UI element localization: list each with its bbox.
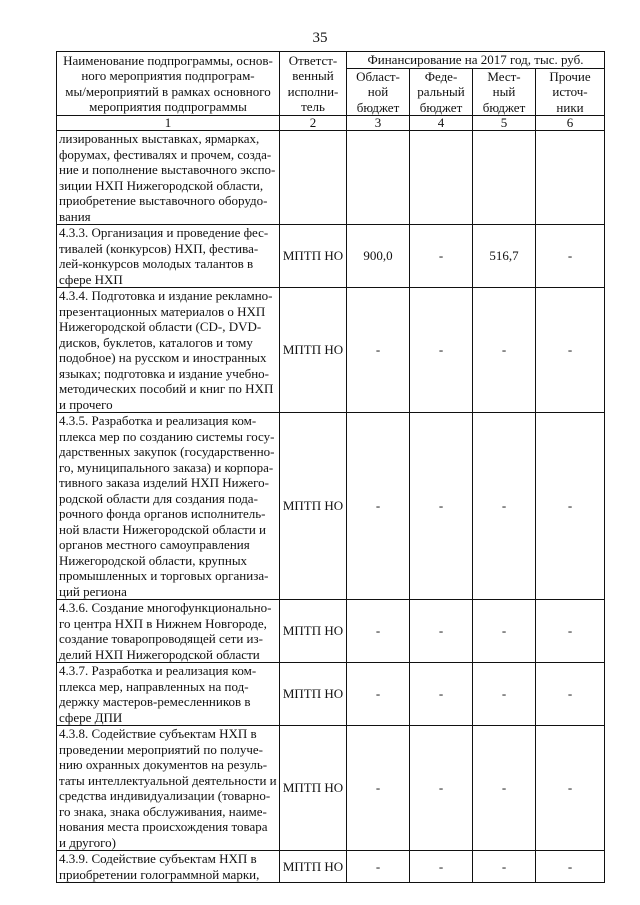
regional-budget-cell: - — [347, 663, 410, 726]
description-line: тивного заказа изделий НХП Нижего- — [59, 475, 270, 490]
local-budget-cell: - — [473, 600, 536, 663]
table-row — [57, 851, 605, 883]
federal-budget-cell: - — [410, 726, 473, 851]
description-line: Нижегородской области, крупных — [59, 552, 248, 568]
column-number: 1 — [57, 116, 280, 131]
responsible-cell: МПТП НО — [280, 851, 347, 883]
description-line: го центра НХП в Нижнем Новгороде, — [59, 615, 267, 631]
description-line: проведении мероприятий по получе- — [59, 741, 263, 757]
table-row — [57, 600, 605, 663]
table-row — [57, 413, 605, 600]
description-line: приобретение выставочного оборудо- — [59, 193, 268, 208]
responsible-cell: МПТП НО — [280, 225, 347, 288]
column-number: 4 — [410, 116, 473, 131]
column-number: 3 — [347, 116, 410, 131]
table-row — [57, 225, 605, 288]
description-line: 4.3.9. Содействие субъектам НХП в — [59, 851, 257, 866]
local-budget-cell: - — [473, 726, 536, 851]
activity-description-cell — [57, 726, 280, 851]
description-line: зиции НХП Нижегородской области, — [59, 177, 264, 193]
description-line: го, муниципального заказа) и корпора- — [59, 459, 274, 475]
federal-budget-cell: - — [410, 225, 473, 288]
description-line: промышленных и торговых организа- — [59, 568, 269, 583]
header-financing: Финансирование на 2017 год, тыс. руб. — [347, 52, 605, 69]
description-line: и прочего — [59, 396, 113, 412]
regional-budget-cell — [347, 131, 410, 225]
description-line: подобное) на русском и иностранных — [59, 350, 267, 365]
local-budget-cell: 516,7 — [473, 225, 536, 288]
table-body — [57, 131, 605, 883]
column-number: 5 — [473, 116, 536, 131]
local-budget-cell — [473, 131, 536, 225]
description-line: сфере ДПИ — [59, 709, 123, 725]
other-sources-cell — [536, 131, 605, 225]
description-line: лизированных выставках, ярмарках, — [59, 131, 260, 146]
activity-description-cell — [57, 600, 280, 663]
description-line: 4.3.7. Разработка и реализация ком- — [59, 663, 257, 678]
header-responsible-column: Ответст- венный исполни- тель — [280, 52, 347, 116]
responsible-cell: МПТП НО — [280, 288, 347, 413]
federal-budget-cell — [410, 131, 473, 225]
description-line: нования места происхождения товара — [59, 819, 268, 834]
description-line: лей-конкурсов молодых талантов в — [59, 256, 254, 271]
description-line: рочного фонда органов исполнитель- — [59, 506, 266, 521]
responsible-cell: МПТП НО — [280, 413, 347, 600]
description-line: дисков, буклетов, каталогов и тому — [59, 334, 253, 350]
regional-budget-cell: - — [347, 851, 410, 883]
description-line: делий НХП Нижегородской области — [59, 646, 260, 662]
other-sources-cell: - — [536, 663, 605, 726]
local-budget-cell: - — [473, 851, 536, 883]
other-sources-cell: - — [536, 288, 605, 413]
column-number: 6 — [536, 116, 605, 131]
responsible-cell: МПТП НО — [280, 600, 347, 663]
regional-budget-cell: 900,0 — [347, 225, 410, 288]
description-line: языках; подготовка и издание учебно- — [59, 365, 270, 381]
local-budget-cell: - — [473, 288, 536, 413]
local-budget-cell: - — [473, 413, 536, 600]
responsible-cell: МПТП НО — [280, 726, 347, 851]
table-row — [57, 726, 605, 851]
regional-budget-cell: - — [347, 600, 410, 663]
federal-budget-cell: - — [410, 288, 473, 413]
activity-description-cell — [57, 413, 280, 600]
federal-budget-cell: - — [410, 600, 473, 663]
description-line: методических пособий и книг по НХП — [59, 381, 274, 396]
activity-description-cell — [57, 225, 280, 288]
regional-budget-cell: - — [347, 413, 410, 600]
description-line: плекса мер, направленных на под- — [59, 678, 249, 694]
description-line: средства индивидуализации (товарно- — [59, 788, 271, 803]
financing-table — [56, 51, 605, 883]
other-sources-cell: - — [536, 413, 605, 600]
description-line: 4.3.5. Разработка и реализация ком- — [59, 413, 257, 428]
description-line: 4.3.4. Подготовка и издание рекламно- — [59, 288, 273, 303]
description-line: плекса мер по созданию системы госу- — [59, 428, 275, 444]
federal-budget-cell: - — [410, 413, 473, 600]
description-line: 4.3.3. Организация и проведение фес- — [59, 225, 269, 240]
description-line: дарственных закупок (государственно- — [59, 444, 275, 459]
header-local-budget: Мест- ный бюджет — [473, 68, 536, 116]
table-row — [57, 288, 605, 413]
header-federal-budget: Феде- ральный бюджет — [410, 68, 473, 116]
description-line: 4.3.6. Создание многофункционально- — [59, 600, 272, 615]
description-line: держку мастеров-ремесленников в — [59, 694, 251, 709]
page-number: 35 — [312, 30, 328, 46]
description-line: ной власти Нижегородской области и — [59, 521, 267, 537]
regional-budget-cell: - — [347, 726, 410, 851]
activity-description-cell — [57, 131, 280, 225]
other-sources-cell: - — [536, 851, 605, 883]
regional-budget-cell: - — [347, 288, 410, 413]
description-line: нию охранных документов на резуль- — [59, 757, 268, 772]
activity-description-cell — [57, 851, 280, 883]
description-line: сфере НХП — [59, 271, 123, 287]
description-line: органов местного самоуправления — [59, 537, 250, 552]
description-line: и другого) — [59, 834, 116, 850]
description-line: тивалей (конкурсов) НХП, фестива- — [59, 240, 259, 256]
description-line: презентационных материалов о НХП — [59, 303, 266, 319]
header-regional-budget: Област- ной бюджет — [347, 68, 410, 116]
responsible-cell: МПТП НО — [280, 663, 347, 726]
header-other-sources: Прочие источ- ники — [536, 68, 605, 116]
description-line: 4.3.8. Содействие субъектам НХП в — [59, 726, 257, 741]
description-line: таты интеллектуальной деятельности и — [59, 772, 277, 788]
column-number: 2 — [280, 116, 347, 131]
description-line: го знака, знака обслуживания, наиме- — [59, 803, 267, 819]
federal-budget-cell: - — [410, 851, 473, 883]
description-line: ций региона — [59, 583, 127, 599]
responsible-cell — [280, 131, 347, 225]
other-sources-cell: - — [536, 600, 605, 663]
activity-description-cell — [57, 288, 280, 413]
column-number-row — [57, 116, 605, 131]
description-line: вания — [59, 208, 91, 224]
description-line: Нижегородской области (CD-, DVD- — [59, 319, 262, 334]
description-line: ние и пополнение выставочного экспо- — [59, 162, 276, 177]
description-line: приобретении голограммной марки, — [59, 866, 260, 882]
description-line: родской области для создания пода- — [59, 490, 258, 506]
other-sources-cell: - — [536, 225, 605, 288]
header-name-column: Наименование подпрограммы, основ- ного мероприятия подпрограм- мы/мероприятий в рамках основного мероприятия подпрограммы — [57, 52, 280, 116]
table-row — [57, 131, 605, 225]
local-budget-cell: - — [473, 663, 536, 726]
other-sources-cell: - — [536, 726, 605, 851]
description-line: создание товаропроводящей сети из- — [59, 631, 263, 646]
table-row — [57, 663, 605, 726]
federal-budget-cell: - — [410, 663, 473, 726]
description-line: форумах, фестивалях и прочем, созда- — [59, 146, 272, 162]
activity-description-cell — [57, 663, 280, 726]
